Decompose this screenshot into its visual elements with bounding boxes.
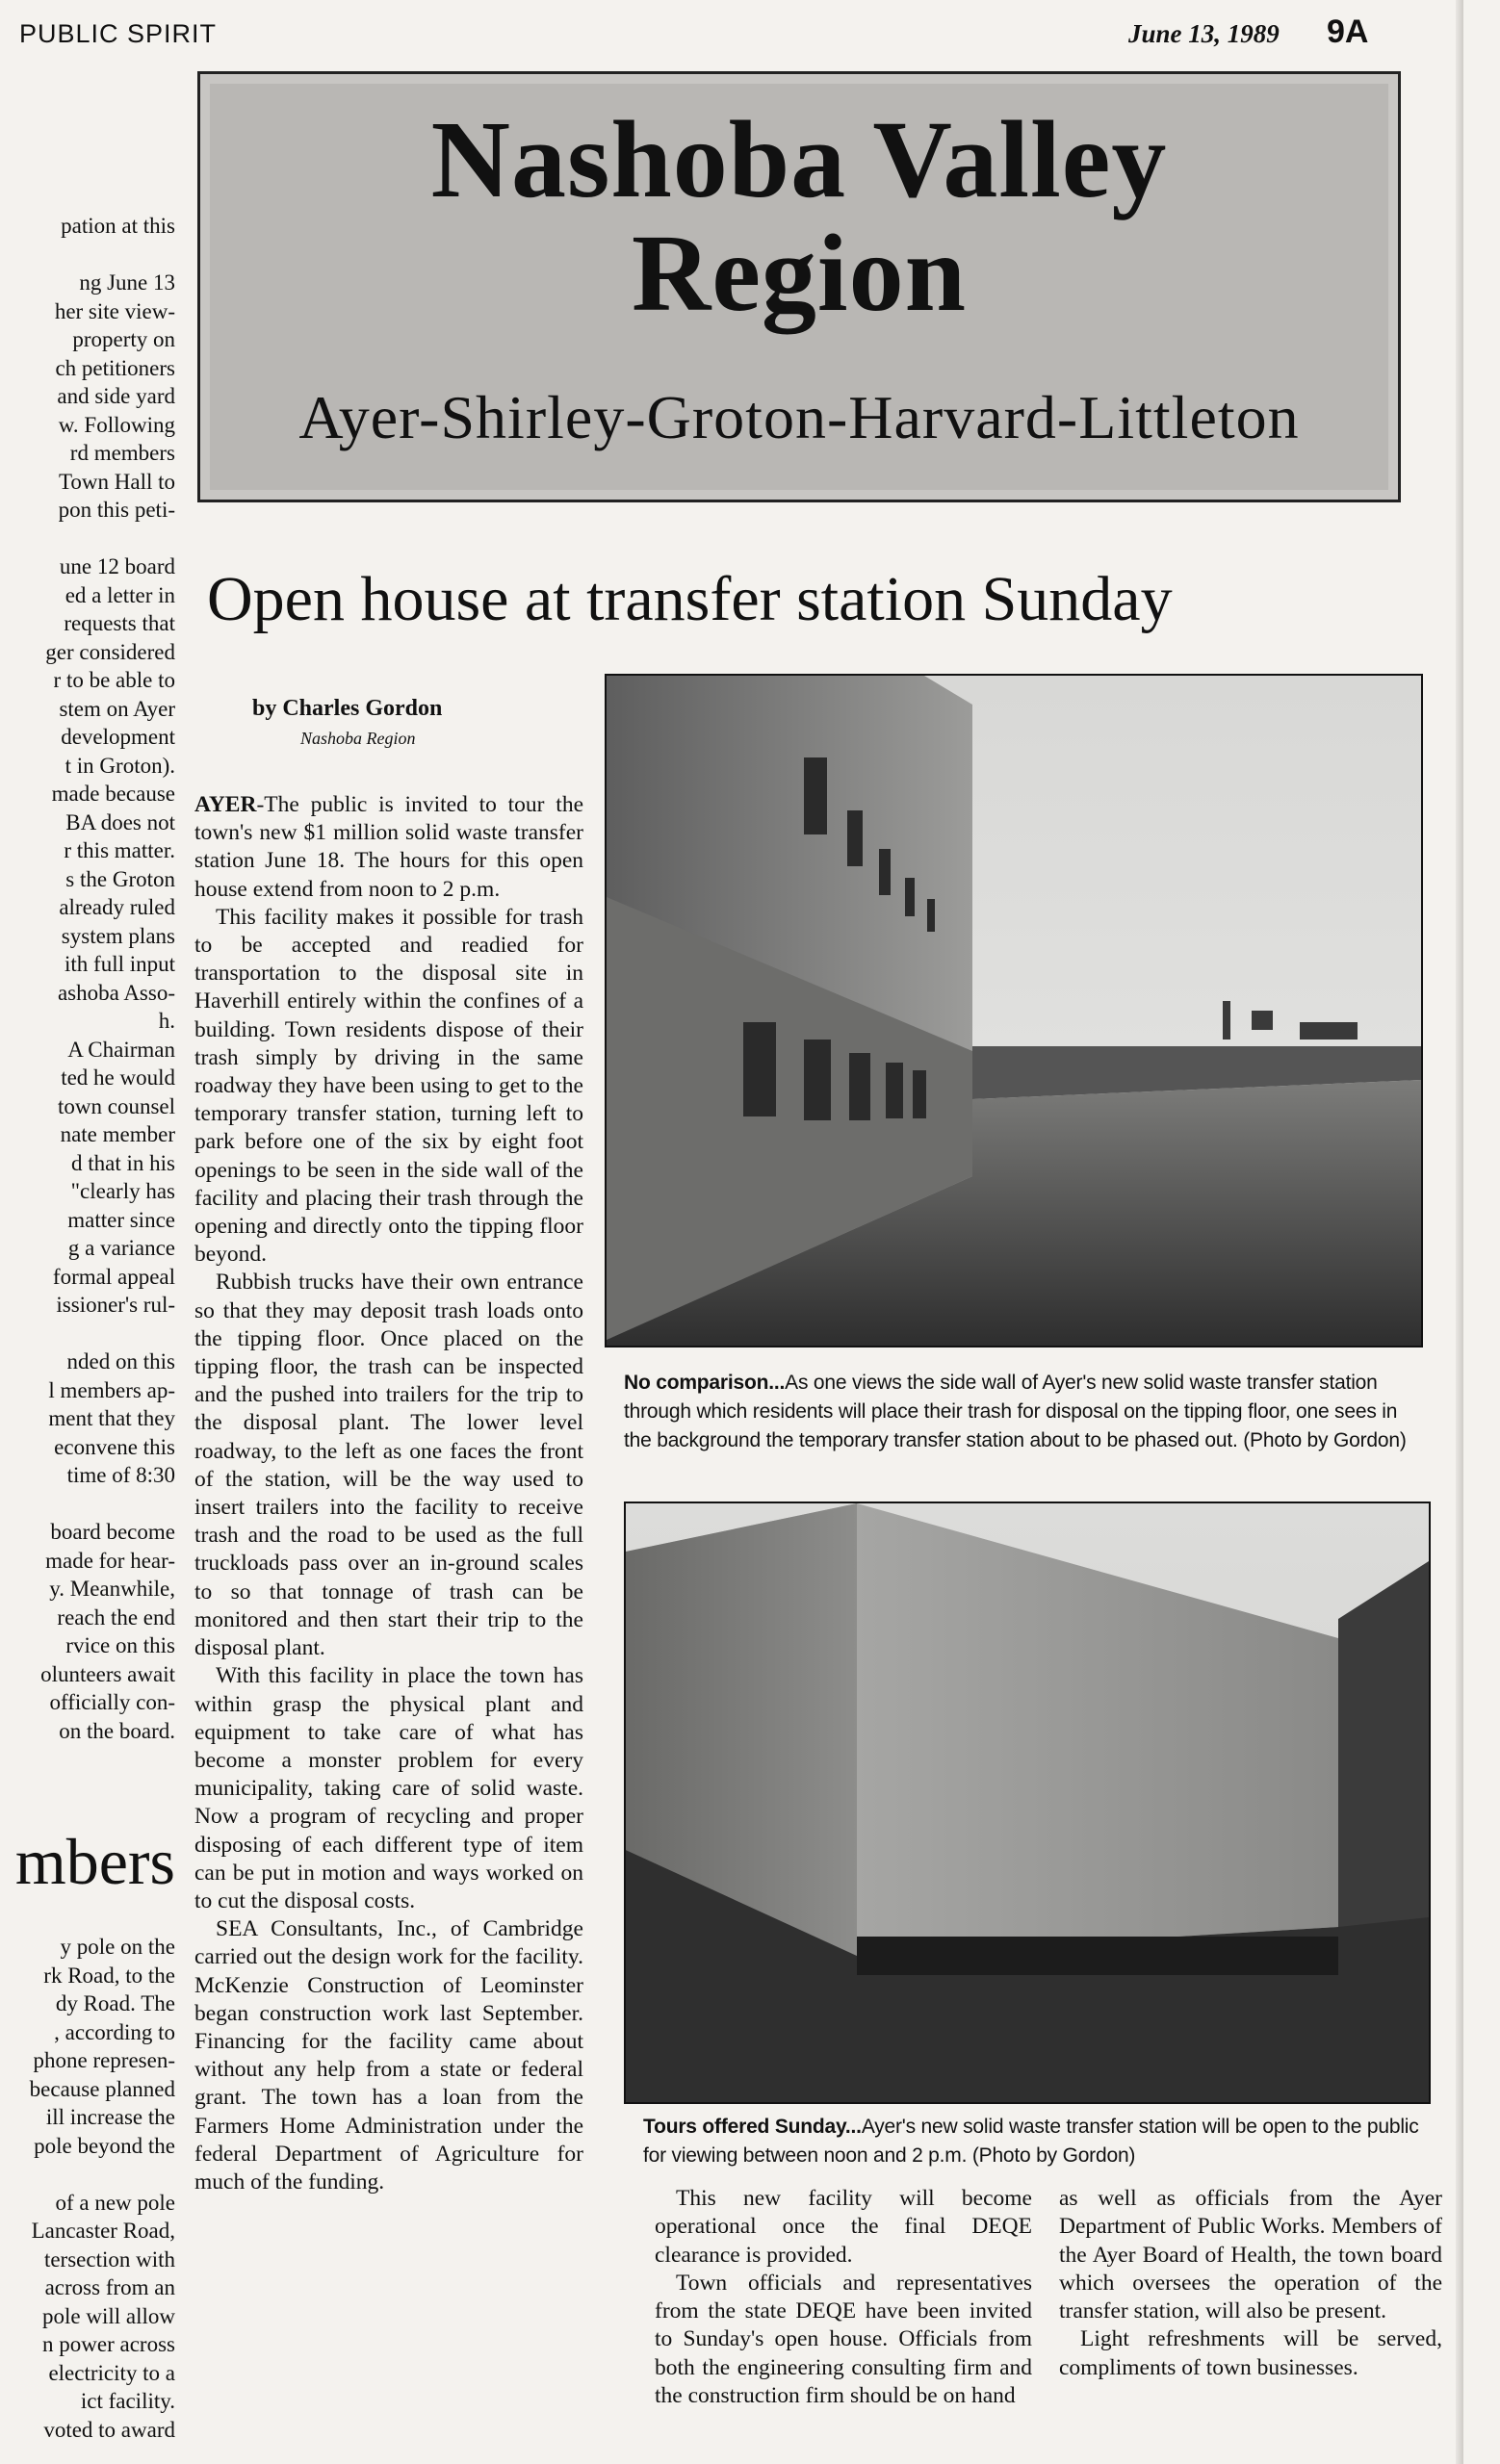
article-paragraph: AYER-The public is invited to tour the town's new $1 million solid waste transfer station June 18. The hours for this open house extend from noon to 2 p.m.	[194, 792, 583, 902]
photo2-caption-lead: Tours offered Sunday...	[643, 2116, 862, 2138]
fragment-line: town counsel	[57, 1093, 175, 1118]
fragment-line: ch petitioners	[55, 355, 175, 380]
fragment-line: development	[61, 725, 175, 749]
page-number: 9A	[1327, 13, 1369, 50]
fragment-line: pole beyond the	[34, 2133, 175, 2158]
fragment-line: made because	[51, 782, 175, 806]
fragment-line: , according to	[54, 2019, 175, 2044]
photo1-caption-lead: No comparison...	[624, 1372, 786, 1394]
fragment-line: s the Groton	[65, 866, 175, 891]
left-fragment-column-top	[0, 212, 175, 1745]
fragment-line: r this matter.	[64, 838, 175, 862]
fragment-line: reach the end	[57, 1604, 175, 1630]
fragment-line: requests that	[64, 611, 175, 635]
fragment-line: ict facility.	[80, 2389, 175, 2413]
fragment-line: r to be able to	[53, 668, 175, 692]
fragment-line: her site view-	[54, 298, 175, 323]
fragment-line: rd members	[69, 441, 175, 465]
left-fragment-column-bottom	[0, 1933, 175, 2444]
photo2-caption	[643, 2113, 1442, 2170]
fragment-line: ted he would	[61, 1065, 175, 1090]
fragment-line	[0, 2160, 175, 2189]
section-banner	[197, 71, 1401, 502]
fragment-line: and side yard	[57, 384, 175, 408]
article-continued-column-2	[1059, 2185, 1442, 2382]
fragment-line: rk Road, to the	[43, 1963, 175, 1988]
fragment-line: h.	[158, 1009, 175, 1033]
article-body	[194, 791, 583, 2196]
fragment-line: l members ap-	[48, 1377, 175, 1402]
fragment-line: d that in his	[71, 1150, 175, 1175]
byline-affiliation: Nashoba Region	[300, 729, 416, 748]
fragment-line: pation at this	[61, 214, 175, 238]
fragment-line: BA does not	[65, 809, 175, 834]
article-paragraph: Rubbish trucks have their own entrance so that they may deposit trash loads onto the tipping floor. Once placed on the tipping floor, the trash can be inspected and the pushed into trailers for the trip to the disposal plant. The lower level roadway, to the left as one faces the front of the station, will be the way used to insert trailers into the facility to receive trash and the road to be used as the full truckloads pass over an in-ground scales to so that tonnage of trash can be monitored and then start their trip to the disposal plant.	[194, 1270, 583, 1661]
fragment-line: t in Groton).	[65, 753, 175, 778]
fragment-line: A Chairman	[67, 1037, 175, 1062]
dateline: AYER	[194, 792, 257, 817]
fragment-line	[0, 1320, 175, 1348]
fragment-line: formal appeal	[52, 1264, 175, 1289]
fragment-line: property on	[72, 327, 175, 351]
fragment-line: time of 8:30	[66, 1463, 175, 1487]
fragment-line: g a variance	[67, 1236, 175, 1260]
fragment-line: nate member	[60, 1122, 175, 1146]
fragment-line: system plans	[61, 923, 175, 948]
article-paragraph: With this facility in place the town has within grasp the physical plant and equipment to take care of what has become a monster problem for every municipality, taking care of solid waste. Now a program of recycling and proper disposing of each different type of item can be put in motion and ways worked on to cut the disposal costs.	[194, 1663, 583, 1913]
publication-name: PUBLIC SPIRIT	[19, 19, 218, 48]
fragment-line: rvice on this	[65, 1633, 175, 1657]
fragment-line: une 12 board	[59, 554, 175, 578]
fragment-line: y. Meanwhile,	[49, 1577, 175, 1601]
article-paragraph: as well as officials from the Ayer Department of Public Works. Members of the Ayer Board of Health, the town board which oversees the operation of the transfer station, will also be present.	[1059, 2186, 1442, 2324]
fragment-line: dy Road. The	[55, 1991, 175, 2015]
fragment-line: pon this peti-	[58, 498, 175, 522]
fragment-line: ashoba Asso-	[57, 980, 175, 1005]
fragment-line: electricity to a	[48, 2360, 175, 2385]
fragment-line: board become	[50, 1520, 175, 1544]
fragment-line: already ruled	[59, 895, 175, 919]
fragment-line: officially con-	[49, 1690, 175, 1714]
fragment-line: stem on Ayer	[59, 696, 175, 721]
fragment-line: pole will allow	[42, 2303, 175, 2328]
fragment-line: phone represen-	[33, 2048, 175, 2072]
fragment-line: matter since	[67, 1207, 175, 1232]
left-fragment-heading: mbers	[14, 1825, 175, 1898]
banner-subtitle: Ayer-Shirley-Groton-Harvard-Littleton	[298, 383, 1300, 451]
article-paragraph: This facility makes it possible for trash to be accepted and readied for transportation to the disposal site in Haverhill entirely within the confines of a building. Town residents dispose of their trash simply by driving in the same roadway they have been using to get to the temporary transfer station, turning left to park before one of the six by eight foot openings to be seen in the side wall of the facility and placing their trash through the opening and directly onto the tipping floor beyond.	[194, 904, 583, 1268]
fragment-line: voted to award	[43, 2417, 175, 2442]
banner-title-line1: Nashoba Valley	[430, 98, 1168, 220]
fragment-line: across from an	[44, 2275, 175, 2299]
fragment-line	[0, 525, 175, 553]
article-paragraph: SEA Consultants, Inc., of Cambridge carried out the design work for the facility. McKenzie Construction of Leominster began construction work last September. Financing for the facility came about without any help from a state or federal grant. The town has a loan from the Farmers Home Administration under the federal Department of Agriculture for much of the funding.	[194, 1916, 583, 2194]
fragment-line: olunteers await	[40, 1661, 175, 1686]
page-edge	[1456, 0, 1463, 2464]
fragment-line: y pole on the	[60, 1935, 175, 1959]
fragment-line: ith full input	[65, 952, 175, 976]
photo1-caption-text: As one views the side wall of Ayer's new solid waste transfer station through which residents will place their trash for disposal on the tipping floor, one sees in the background the temporary transfer station about to be phased out. (Photo by Gordon)	[624, 1372, 1407, 1451]
transfer-station-corner-photo	[624, 1502, 1431, 2104]
fragment-line: n power across	[42, 2332, 175, 2356]
fragment-line: tersection with	[43, 2246, 175, 2272]
fragment-line: ger considered	[45, 639, 175, 664]
article-paragraph: Town officials and representatives from the state DEQE have been invited to Sunday's open house. Officials from both the engineering consulting firm and the construction firm should be on hand	[655, 2270, 1032, 2409]
fragment-line: of a new pole	[55, 2190, 175, 2215]
fragment-line: made for hear-	[45, 1548, 175, 1573]
article-paragraph: Light refreshments will be served, compliments of town businesses.	[1059, 2326, 1442, 2380]
article-headline: Open house at transfer station Sunday	[207, 564, 1173, 634]
fragment-line: nded on this	[66, 1349, 175, 1373]
article-paragraph: This new facility will become operational once the final DEQE clearance is provided.	[655, 2186, 1032, 2268]
fragment-line	[0, 241, 175, 270]
fragment-line: Lancaster Road,	[31, 2219, 175, 2243]
fragment-line: because planned	[29, 2076, 175, 2101]
fragment-line: Town Hall to	[58, 469, 175, 494]
fragment-line: w. Following	[58, 412, 175, 437]
fragment-line: econvene this	[54, 1434, 175, 1459]
fragment-line: ed a letter in	[65, 582, 175, 607]
fragment-line: issioner's rul-	[56, 1293, 175, 1317]
fragment-line: ment that they	[48, 1406, 175, 1430]
fragment-line: ill increase the	[45, 2105, 175, 2129]
banner-title	[200, 98, 1398, 334]
fragment-line: ng June 13	[79, 270, 175, 295]
banner-title-line2: Region	[632, 212, 967, 334]
issue-date: June 13, 1989	[1128, 19, 1280, 48]
fragment-line: on the board.	[59, 1718, 175, 1743]
fragment-line	[0, 1490, 175, 1519]
article-byline: by Charles Gordon	[252, 696, 443, 721]
fragment-line: "clearly has	[70, 1179, 175, 1203]
article-continued-column-1	[655, 2185, 1032, 2410]
photo2-caption-text: Ayer's new solid waste transfer station will be open to the public for viewing between noon and 2 p.m. (Photo by Gordon)	[643, 2116, 1419, 2167]
transfer-station-side-photo	[605, 674, 1423, 1348]
photo1-caption	[624, 1369, 1428, 1455]
